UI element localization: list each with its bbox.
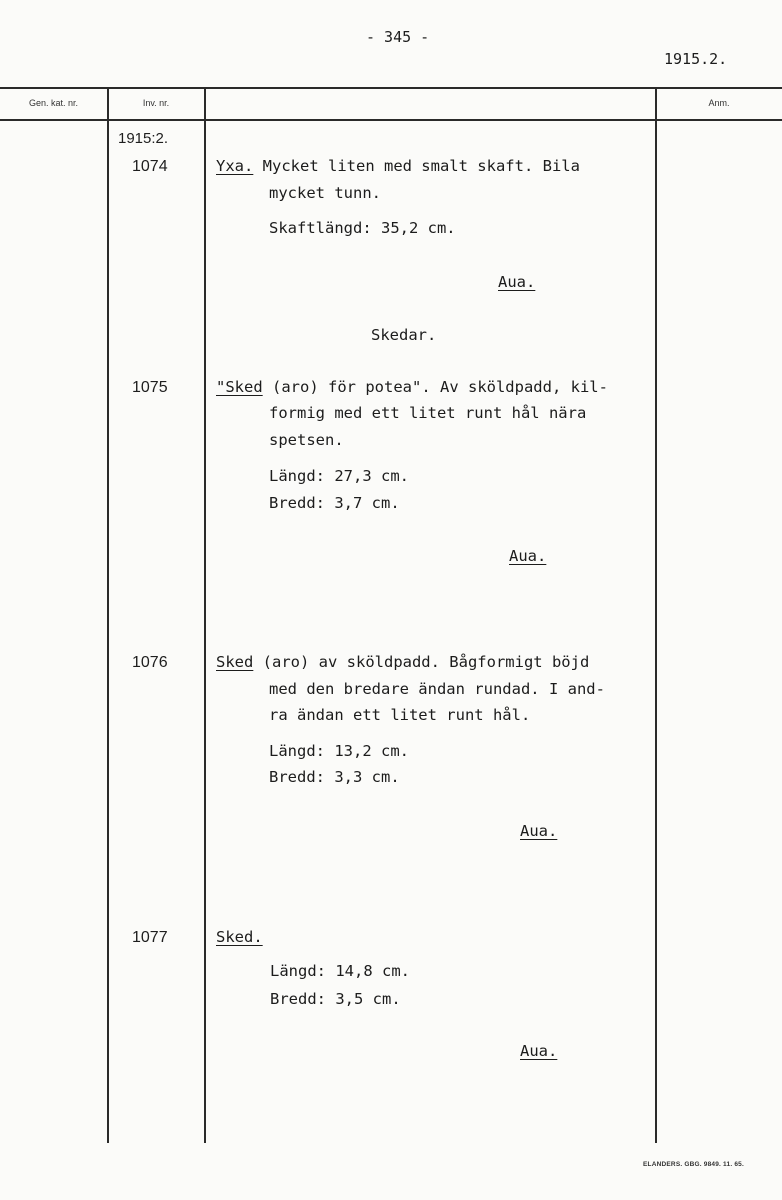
printer-imprint: ELANDERS. GBG. 9849. 11. 65. [643,1161,744,1168]
entry-origin: Aua. [520,822,558,840]
entry-text: mycket tunn. [269,184,381,202]
page-number: - 345 - [366,28,430,46]
entry-title: Sked [216,653,254,671]
entry-measure: Bredd: 3,3 cm. [269,768,400,786]
inv-number: 1076 [132,654,168,671]
entry-origin: Aua. [498,273,536,291]
entry-origin: Aua. [509,547,547,565]
entry-line [216,157,580,175]
header-genkat: Gen. kat. nr. [28,98,79,108]
section-heading: Skedar. [371,326,437,344]
entry-title: "Sked [216,378,263,396]
inv-number: 1074 [132,158,168,175]
entry-title: Yxa. [216,157,254,175]
inv-number: 1075 [132,379,168,396]
entry-text: spetsen. [269,431,344,449]
entry-text: med den bredare ändan rundad. I and- [269,680,605,698]
header-bottom-rule [0,119,782,121]
entry-text: Mycket liten med smalt skaft. Bila [262,157,580,175]
column-divider-inv [204,87,206,1143]
sheet-reference: 1915:2. [118,130,169,147]
entry-text: (aro) av sköldpadd. Bågformigt böjd [262,653,590,671]
entry-measure: Längd: 13,2 cm. [269,742,409,760]
entry-measure: Bredd: 3,7 cm. [269,494,400,512]
header-anm: Anm. [708,98,730,108]
entry-text: formig med ett litet runt hål nära [269,404,587,422]
entry-measure: Längd: 14,8 cm. [270,962,410,980]
entry-origin: Aua. [520,1042,558,1060]
entry-measure: Längd: 27,3 cm. [269,467,409,485]
header-inv: Inv. nr. [142,98,170,108]
column-divider-anm [655,87,657,1143]
column-divider-genkat [107,87,109,1143]
inv-number: 1077 [132,929,168,946]
entry-text: (aro) för potea". Av sköldpadd, kil- [272,378,608,396]
entry-measure: Bredd: 3,5 cm. [270,990,401,1008]
entry-line [216,378,608,396]
year-reference: 1915.2. [664,50,728,68]
entry-line [216,653,589,671]
entry-title: Sked. [216,928,263,946]
entry-text: ra ändan ett litet runt hål. [269,706,531,724]
entry-measure: Skaftlängd: 35,2 cm. [269,219,456,237]
header-top-rule [0,87,782,89]
